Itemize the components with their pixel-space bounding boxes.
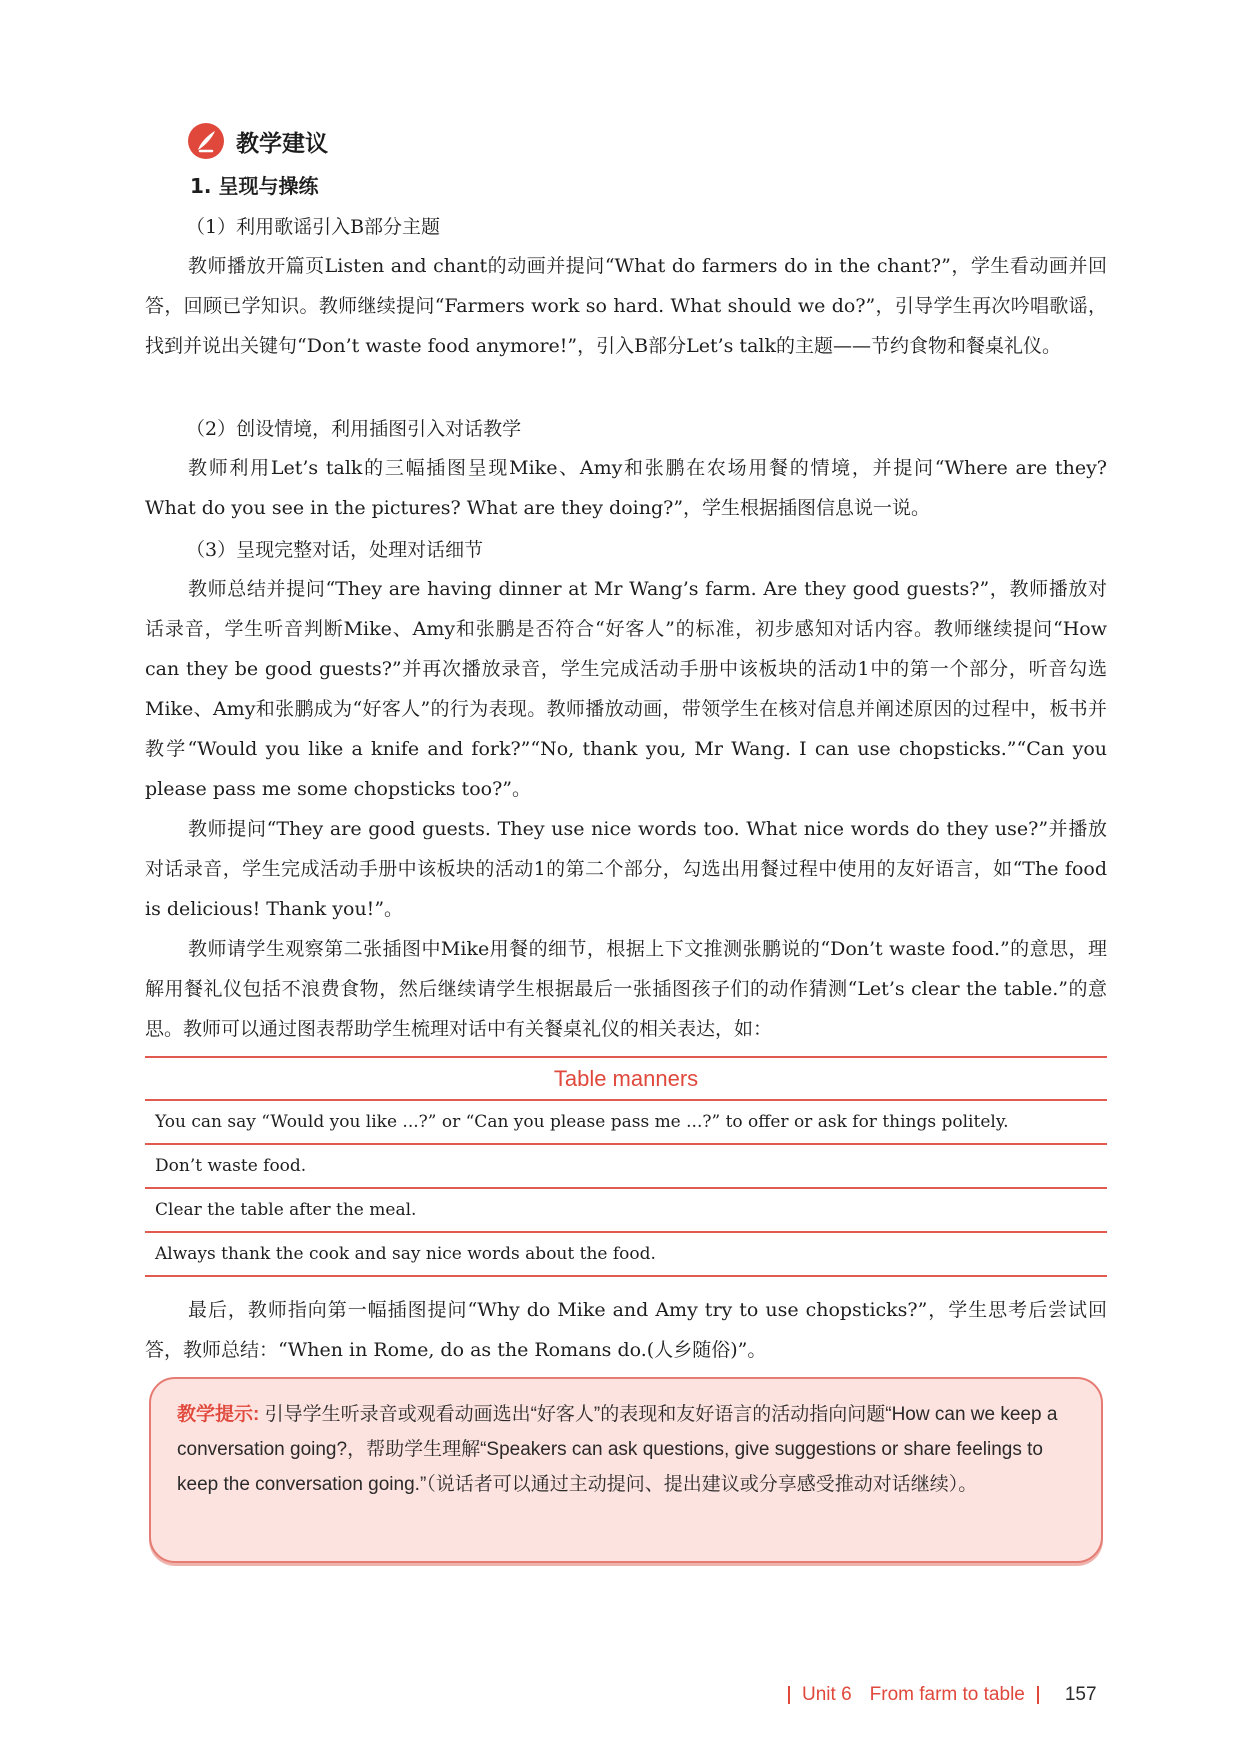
page-number: 157 [1064,1684,1097,1705]
paragraph-4: 教师提问“They are good guests. They use nice words too. What nice words do they use?”并播放对话录音，学生完成活动手册中该板块的活动1的第二个部分，勾选出用餐过程中使用的友好语言，如“The food is delicious! Thank you!”。 [145,818,1107,920]
table-row: Clear the table after the meal. [145,1189,1107,1233]
paragraph-5: 教师请学生观察第二张插图中Mike用餐的细节，根据上下文推测张鹏说的“Don’t waste food.”的意思，理解用餐礼仪包括不浪费食物，然后继续请学生根据最后一张插图孩子们的动作猜测“Let’s clear the table.”的意思。教师可以通过图表帮助学生梳理对话中有关餐桌礼仪的相关表达，如： [145,938,1107,1040]
teaching-tip-body: 引导学生听录音或观看动画选出“好客人”的表现和友好语言的活动指向问题“How can we keep a conversation going?，帮助学生理解“Speakers can ask questions, give suggestions or share feelings to keep the conversation going.”（说话者可以通过主动提问、提出建议或分享感受推动对话继续）。 [177,1404,1058,1495]
table-row: Don’t waste food. [145,1145,1107,1189]
footer-unit: Unit 6 [802,1684,852,1705]
paragraph-1: 教师播放开篇页Listen and chant的动画并提问“What do farmers do in the chant?”，学生看动画并回答，回顾已学知识。教师继续提问“Farmers work so hard. What should we do?”，引导学生再次吟唱歌谣，找到并说出关键句“Don’t waste food anymore!”，引入B部分Let’s talk的主题——节约食物和餐桌礼仪。 [145,255,1107,357]
footer-unit-title: From farm to table [869,1684,1025,1705]
section-header [186,118,328,164]
section-title: 教学建议 [236,130,328,157]
table-row: Always thank the cook and say nice words about the food. [145,1233,1107,1277]
subheading-1: （1）利用歌谣引入B部分主题 [186,216,441,238]
footer-divider [1037,1686,1039,1704]
table-row: You can say “Would you like ...?” or “Can you please pass me ...?” to offer or ask for things politely. [145,1101,1107,1145]
teaching-tip-text [177,1397,1077,1502]
table-title: Table manners [145,1056,1107,1101]
teaching-tip-label: 教学提示: [177,1404,260,1425]
heading-presentation-practice: 1. 呈现与操练 [190,174,319,198]
pen-badge-icon [186,121,226,161]
paragraph-2: 教师利用Let’s talk的三幅插图呈现Mike、Amy和张鹏在农场用餐的情境，并提问“Where are they? What do you see in the pictures? What are they doing?”，学生根据插图信息说一说。 [145,457,1107,519]
page-footer [776,1684,1097,1706]
teaching-tip-box [149,1377,1103,1563]
footer-divider [788,1686,790,1704]
paragraph-3: 教师总结并提问“They are having dinner at Mr Wang’s farm. Are they good guests?”，教师播放对话录音，学生听音判断Mike、Amy和张鹏是否符合“好客人”的标准，初步感知对话内容。教师继续提问“How can they be good guests?”并再次播放录音，学生完成活动手册中该板块的活动1中的第一个部分，听音勾选Mike、Amy和张鹏成为“好客人”的行为表现。教师播放动画，带领学生在核对信息并阐述原因的过程中，板书并教学“Would you like a knife and fork?”“No, thank you, Mr Wang. I can use chopsticks.”“Can you please pass me some chopsticks too?”。 [145,578,1107,800]
subheading-3: （3）呈现完整对话，处理对话细节 [186,539,484,561]
subheading-2: （2）创设情境，利用插图引入对话教学 [186,418,522,440]
paragraph-6: 最后，教师指向第一幅插图提问“Why do Mike and Amy try to use chopsticks?”，学生思考后尝试回答，教师总结：“When in Rome, do as the Romans do.(人乡随俗)”。 [145,1299,1107,1361]
table-manners [145,1056,1107,1277]
